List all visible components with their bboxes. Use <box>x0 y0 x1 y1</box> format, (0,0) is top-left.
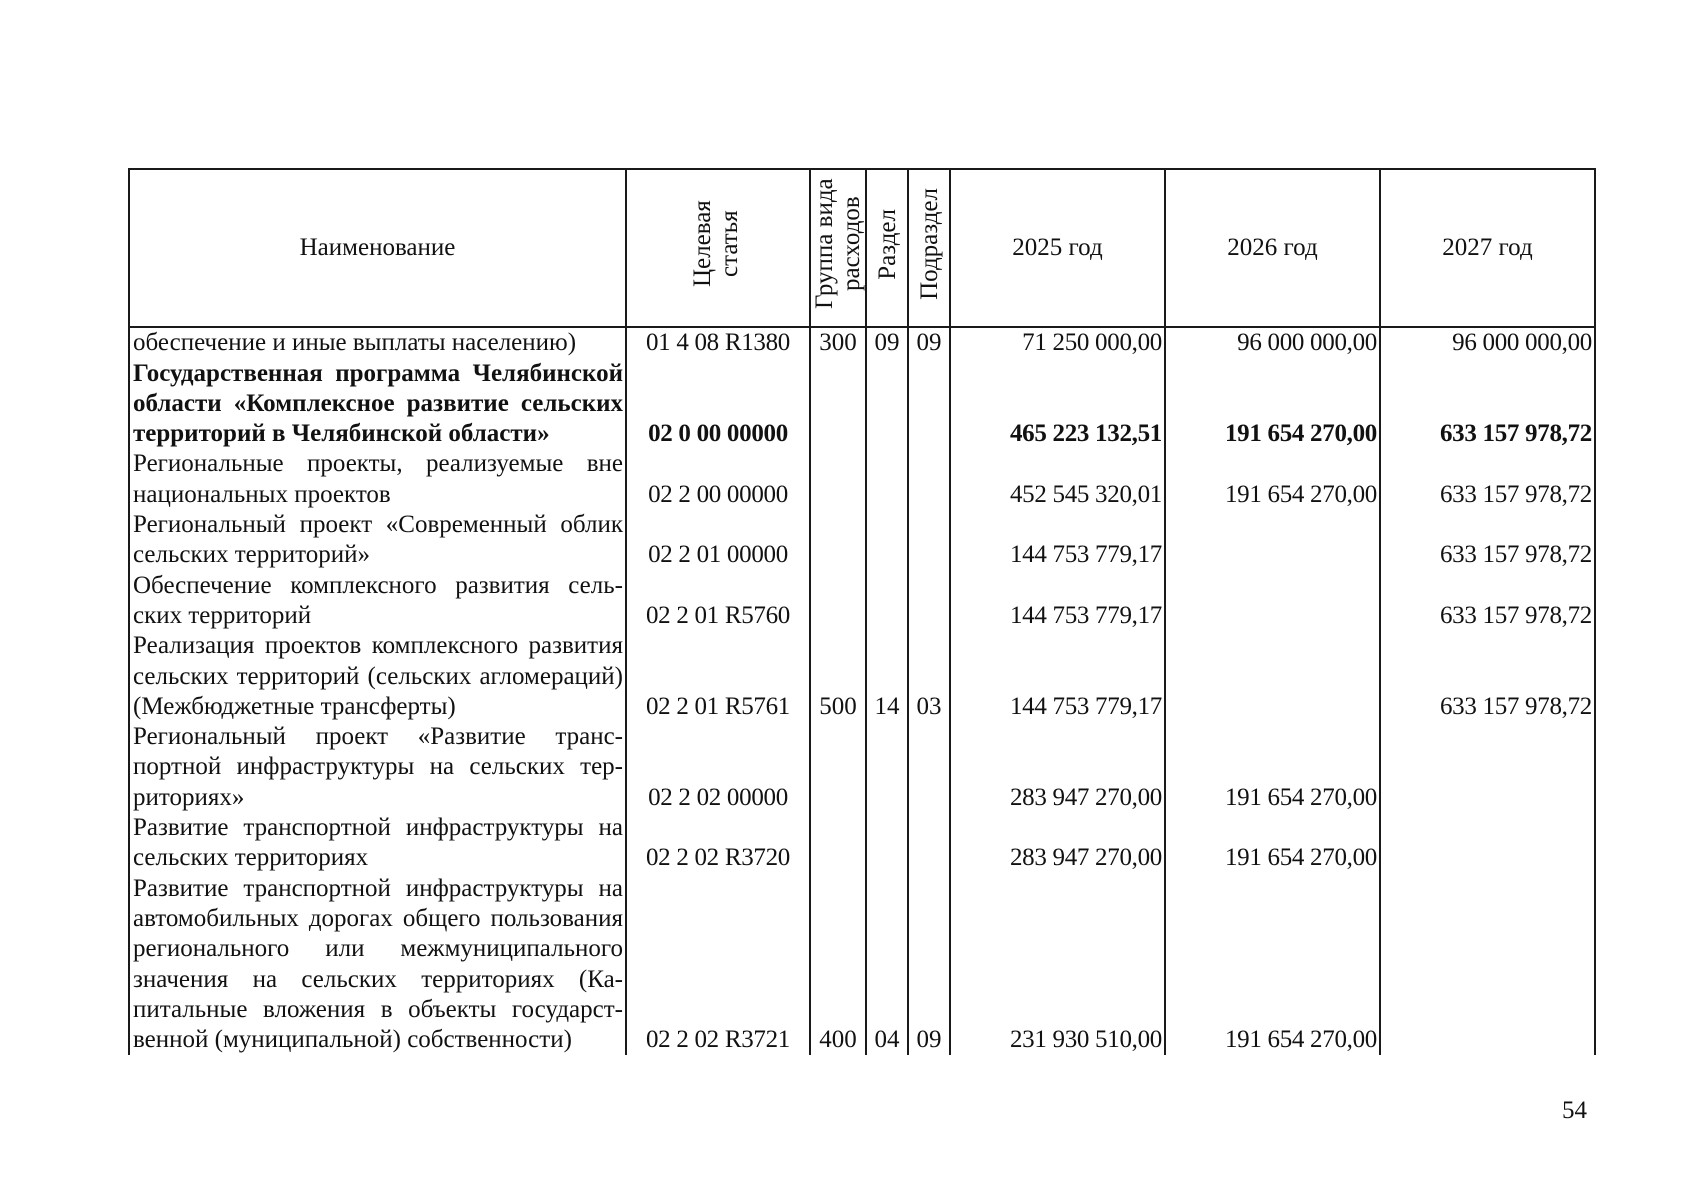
row-subsection: 03 <box>908 631 950 722</box>
row-subsection <box>908 359 950 450</box>
header-section <box>866 169 908 327</box>
row-amount-2026 <box>1165 510 1380 571</box>
row-amount-2026: 191 654 270,00 <box>1165 449 1380 510</box>
row-amount-2025: 144 753 779,17 <box>950 571 1165 632</box>
header-section-text: Раздел <box>873 208 901 280</box>
row-amount-2026: 191 654 270,00 <box>1165 359 1380 450</box>
table-row <box>129 571 1595 632</box>
row-section: 14 <box>866 631 908 722</box>
row-amount-2025: 144 753 779,17 <box>950 631 1165 722</box>
header-row <box>129 169 1595 327</box>
row-expense-group <box>810 359 866 450</box>
row-amount-2026 <box>1165 631 1380 722</box>
row-amount-2027 <box>1380 813 1595 874</box>
row-expense-group: 400 <box>810 874 866 1056</box>
row-name: обеспечение и иные выплаты населению) <box>129 327 626 358</box>
row-amount-2027: 633 157 978,72 <box>1380 449 1595 510</box>
row-subsection <box>908 510 950 571</box>
header-target-article-text: Целевая статья <box>689 200 743 288</box>
row-amount-2025: 283 947 270,00 <box>950 722 1165 813</box>
row-target-article: 02 2 02 R3720 <box>626 813 810 874</box>
row-amount-2027: 633 157 978,72 <box>1380 359 1595 450</box>
row-target-article: 02 2 01 R5760 <box>626 571 810 632</box>
row-subsection: 09 <box>908 327 950 358</box>
row-subsection <box>908 813 950 874</box>
row-name: Региональный проект «Развитие транспортной инфраструктуры на сельских территориях» <box>129 722 626 813</box>
row-target-article: 02 2 01 R5761 <box>626 631 810 722</box>
row-section <box>866 510 908 571</box>
row-expense-group: 300 <box>810 327 866 358</box>
row-amount-2025: 452 545 320,01 <box>950 449 1165 510</box>
row-target-article: 02 2 02 R3721 <box>626 874 810 1056</box>
table-row <box>129 359 1595 450</box>
row-name: Реализация проектов комплексного развития сельских территорий (сельских агломераций) (Межбюджетные трансферты) <box>129 631 626 722</box>
header-subsection-text: Подраздел <box>915 188 943 300</box>
row-name: Региональные проекты, реализуемые вне национальных проектов <box>129 449 626 510</box>
row-amount-2027: 633 157 978,72 <box>1380 571 1595 632</box>
table-row <box>129 874 1595 1056</box>
row-expense-group <box>810 510 866 571</box>
header-expense-group <box>810 169 866 327</box>
row-subsection <box>908 571 950 632</box>
row-amount-2026: 96 000 000,00 <box>1165 327 1380 358</box>
row-amount-2027: 633 157 978,72 <box>1380 631 1595 722</box>
row-name: Обеспечение комплексного развития сельских территорий <box>129 571 626 632</box>
table-row <box>129 722 1595 813</box>
row-amount-2027 <box>1380 722 1595 813</box>
row-target-article: 01 4 08 R1380 <box>626 327 810 358</box>
header-2027: 2027 год <box>1380 169 1595 327</box>
row-amount-2026 <box>1165 571 1380 632</box>
header-name: Наименование <box>129 169 626 327</box>
row-section <box>866 571 908 632</box>
row-name: Региональный проект «Современный облик сельских территорий» <box>129 510 626 571</box>
row-expense-group <box>810 449 866 510</box>
row-amount-2025: 231 930 510,00 <box>950 874 1165 1056</box>
row-section <box>866 722 908 813</box>
header-expense-group-text: Группа вида расходов <box>811 178 865 310</box>
row-target-article: 02 2 02 00000 <box>626 722 810 813</box>
row-section <box>866 359 908 450</box>
row-amount-2025: 283 947 270,00 <box>950 813 1165 874</box>
row-target-article: 02 0 00 00000 <box>626 359 810 450</box>
row-name: Развитие транспортной инфраструктуры на автомобильных дорогах общего пользования регионального или межмуниципального значения на сельских территориях (Капитальные вложения в объекты государственной (муниципальной) собственности) <box>129 874 626 1056</box>
row-expense-group <box>810 571 866 632</box>
row-target-article: 02 2 01 00000 <box>626 510 810 571</box>
row-section: 09 <box>866 327 908 358</box>
row-amount-2025: 144 753 779,17 <box>950 510 1165 571</box>
row-section <box>866 449 908 510</box>
header-2025: 2025 год <box>950 169 1165 327</box>
row-amount-2026: 191 654 270,00 <box>1165 722 1380 813</box>
row-amount-2026: 191 654 270,00 <box>1165 813 1380 874</box>
row-name: Государственная программа Челябинской области «Комплексное развитие сельских территорий в Челябинской области» <box>129 359 626 450</box>
header-subsection <box>908 169 950 327</box>
table-row <box>129 327 1595 358</box>
row-name: Развитие транспортной инфраструктуры на сельских территориях <box>129 813 626 874</box>
row-subsection: 09 <box>908 874 950 1056</box>
header-target-article <box>626 169 810 327</box>
row-section: 04 <box>866 874 908 1056</box>
row-expense-group: 500 <box>810 631 866 722</box>
table-row <box>129 449 1595 510</box>
row-amount-2027 <box>1380 874 1595 1056</box>
budget-table <box>128 168 1596 1055</box>
row-amount-2026: 191 654 270,00 <box>1165 874 1380 1056</box>
row-subsection <box>908 722 950 813</box>
row-amount-2027: 96 000 000,00 <box>1380 327 1595 358</box>
row-amount-2027: 633 157 978,72 <box>1380 510 1595 571</box>
row-amount-2025: 71 250 000,00 <box>950 327 1165 358</box>
table-row <box>129 510 1595 571</box>
row-expense-group <box>810 813 866 874</box>
table-row <box>129 813 1595 874</box>
page-number: 54 <box>1562 1097 1587 1124</box>
row-amount-2025: 465 223 132,51 <box>950 359 1165 450</box>
row-section <box>866 813 908 874</box>
row-subsection <box>908 449 950 510</box>
row-expense-group <box>810 722 866 813</box>
table-row <box>129 631 1595 722</box>
header-2026: 2026 год <box>1165 169 1380 327</box>
row-target-article: 02 2 00 00000 <box>626 449 810 510</box>
